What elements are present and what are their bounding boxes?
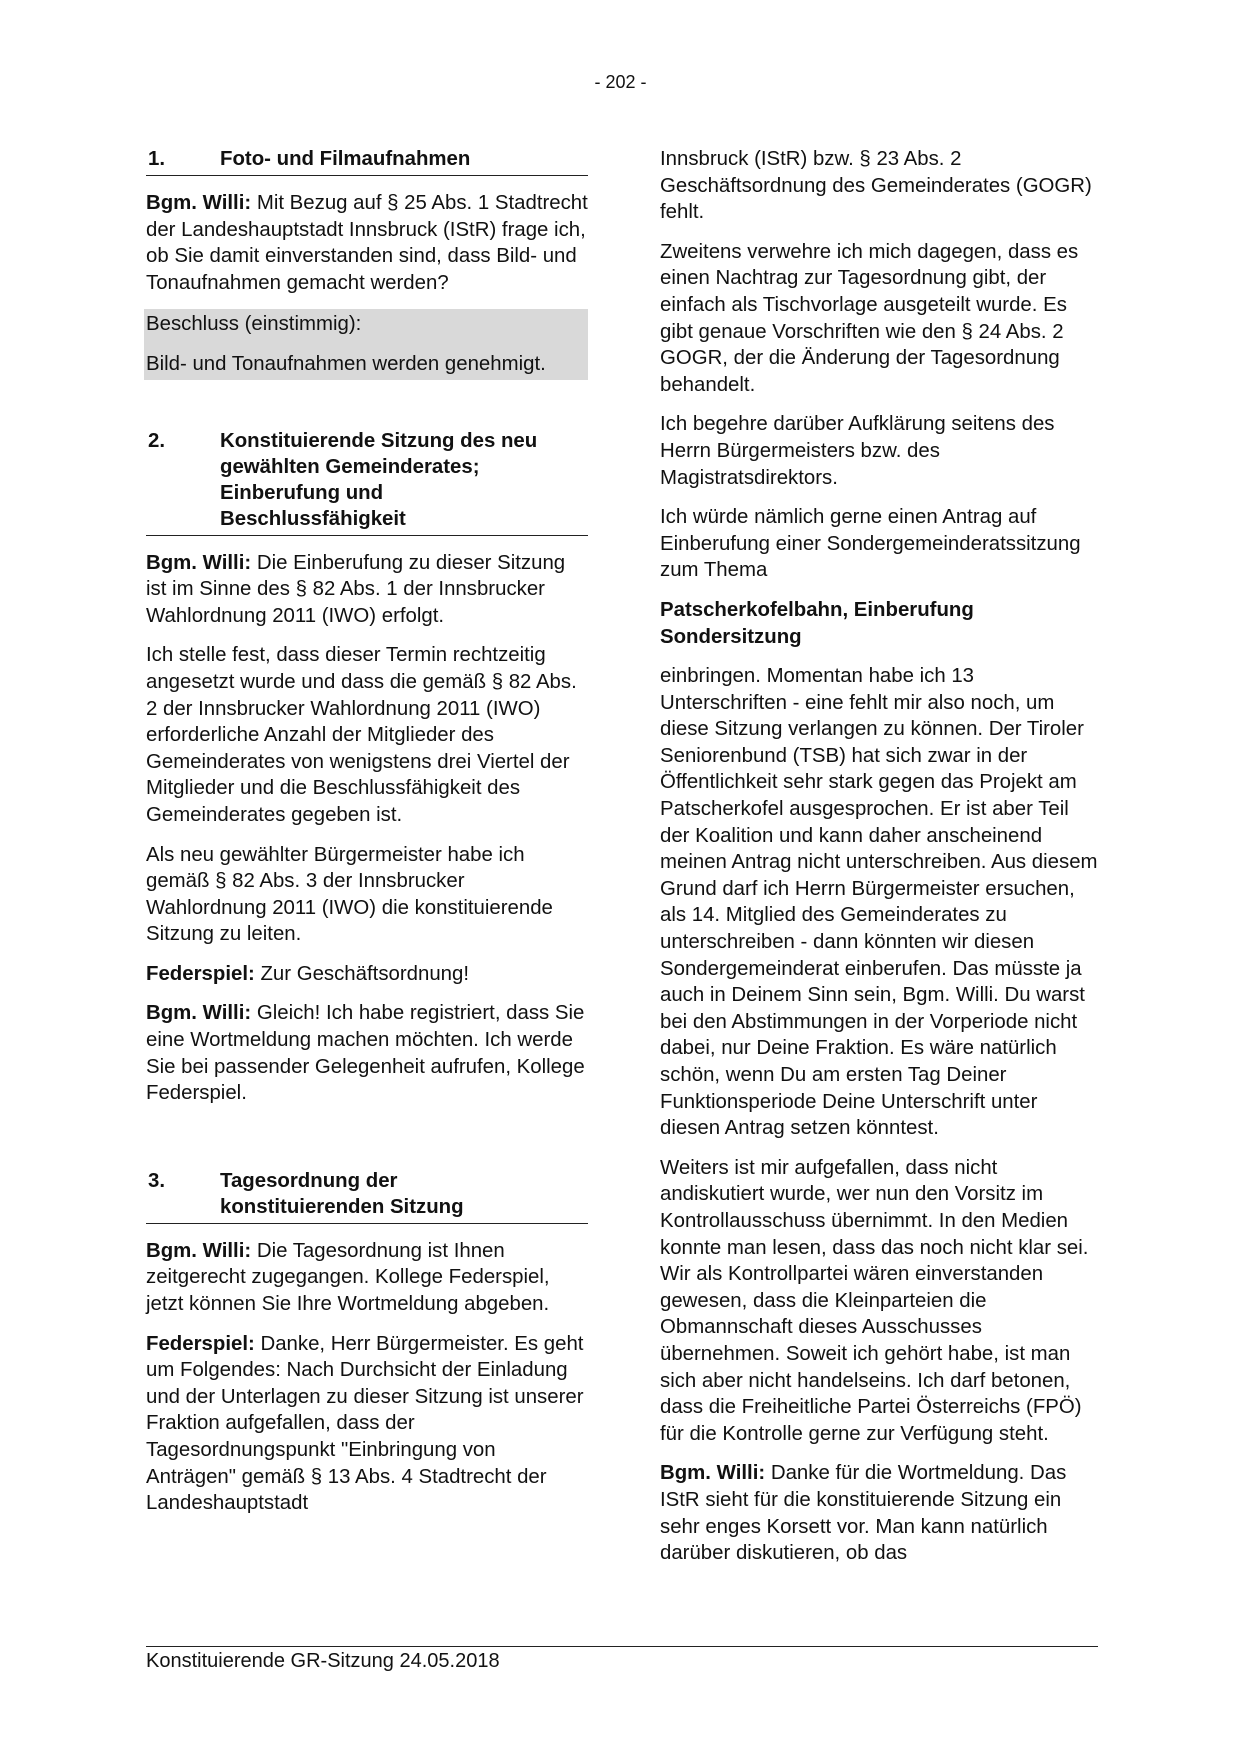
section-spacer	[146, 1120, 588, 1168]
paragraph: einbringen. Momentan habe ich 13 Unterschriften - eine fehlt mir also noch, um diese Sitzung verlangen zu können. Der Tiroler Seniorenbund (TSB) hat sich zwar in der Öffentlichkeit sehr stark gegen das Projekt am Patscherkofel ausgesprochen. Er ist aber Teil der Koalition und kann daher anscheinend meinen Antrag nicht unterschreiben. Aus diesem Grund darf ich Herrn Bürgermeister ersuchen, als 14. Mitglied des Gemeinderates zu unterschreiben - dann könnten wir diesen Sondergemeinderat einberufen. Das müsste ja auch in Deinem Sinn sein, Bgm. Willi. Du warst bei den Abstimmungen in der Vorperiode nicht dabei, nur Deine Fraktion. Es wäre natürlich schön, wenn Du am ersten Tag Deiner Funktionsperiode Deine Unterschrift unter diesen Antrag setzen könntest.	[660, 665, 1098, 1140]
resolution-label: Beschluss (einstimmig):	[146, 313, 362, 336]
paragraph: Zweitens verwehre ich mich dagegen, dass es einen Nachtrag zur Tagesordnung gibt, der einfach als Tischvorlage ausgeteilt wurde. Es gibt genaue Vorschriften wie den § 24 Abs. 2 GOGR, der die Änderung der Tagesordnung behandelt.	[660, 240, 1079, 396]
paragraph-text: Danke für die Wortmeldung. Das IStR sieht für die konstituierende Sitzung ein sehr enges Korsett vor. Man kann natürlich darüber diskutieren, ob das	[660, 1462, 1067, 1565]
paragraph-text: Mit Bezug auf § 25 Abs. 1 Stadtrecht der Landeshauptstadt Innsbruck (IStR) frage ich, ob Sie damit einverstanden sind, dass Bild- und Tonaufnahmen gemacht werden?	[146, 192, 588, 294]
paragraph	[146, 190, 588, 296]
speaker: Bgm. Willi:	[146, 551, 252, 574]
page-number: - 202 -	[594, 72, 647, 92]
paragraph	[146, 1331, 588, 1517]
paragraph-text: Die Einberufung zu dieser Sitzung ist im Sinne des § 82 Abs. 1 der Innsbrucker Wahlordnung 2011 (IWO) erfolgt.	[146, 551, 566, 627]
speaker: Bgm. Willi:	[146, 1239, 252, 1262]
section-1-number: 1.	[148, 148, 166, 170]
paragraph: Innsbruck (IStR) bzw. § 23 Abs. 2 Geschäftsordnung des Gemeinderates (GOGR) fehlt.	[660, 148, 1092, 224]
paragraph: Ich stelle fest, dass dieser Termin rechtzeitig angesetzt wurde und dass die gemäß § 82 Abs. 2 der Innsbrucker Wahlordnung 2011 (IWO) erforderliche Anzahl der Mitglieder des Gemeinderates von wenigstens drei Viertel der Mitglieder und die Beschlussfähigkeit des Gemeinderates gegeben ist.	[146, 644, 577, 826]
section-spacer	[146, 380, 588, 428]
paragraph: Weiters ist mir aufgefallen, dass nicht andiskutiert wurde, wer nun den Vorsitz im Kontrollausschuss übernimmt. In den Medien konnte man lesen, dass das noch nicht klar sei. Wir als Kontrollpartei wären einverstanden gewesen, dass die Kleinparteien die Obmannschaft dieses Ausschusses übernehmen. Soweit ich gehört habe, ist man sich aber nicht handelseins. Ich darf betonen, dass die Freiheitliche Partei Österreichs (FPÖ) für die Kontrolle gerne zur Verfügung steht.	[660, 1156, 1089, 1445]
paragraph	[146, 1238, 588, 1318]
right-column	[660, 146, 1098, 1580]
section-1-heading	[146, 146, 588, 176]
resolution-box	[144, 309, 588, 379]
speaker: Bgm. Willi:	[660, 1462, 766, 1485]
speaker: Federspiel:	[146, 962, 255, 985]
speaker: Federspiel:	[146, 1332, 255, 1355]
resolution-text: Bild- und Tonaufnahmen werden genehmigt.	[146, 352, 546, 375]
section-3-title: Tagesordnung der konstituierenden Sitzung	[220, 1169, 464, 1218]
paragraph	[146, 961, 588, 988]
speaker: Bgm. Willi:	[146, 1002, 252, 1025]
section-2-number: 2.	[148, 429, 166, 452]
section-2-title: Konstituierende Sitzung des neu gewählten Gemeinderates; Einberufung und Beschlussfähigkeit	[220, 429, 538, 530]
paragraph-text: Zur Geschäftsordnung!	[254, 962, 470, 985]
footer-divider	[146, 1646, 1098, 1647]
paragraph-text: Die Tagesordnung ist Ihnen zeitgerecht zugegangen. Kollege Federspiel, jetzt können Sie Ihre Wortmeldung abgeben.	[146, 1239, 550, 1316]
left-column	[146, 146, 588, 1530]
section-3-number: 3.	[148, 1169, 166, 1192]
footer-text: Konstituierende GR-Sitzung 24.05.2018	[146, 1650, 500, 1672]
paragraph	[660, 1460, 1098, 1566]
section-3-heading	[146, 1168, 588, 1224]
paragraph: Als neu gewählter Bürgermeister habe ich gemäß § 82 Abs. 3 der Innsbrucker Wahlordnung 2011 (IWO) die konstituierende Sitzung zu leiten.	[146, 843, 553, 946]
paragraph	[146, 550, 588, 630]
paragraph-text: Gleich! Ich habe registriert, dass Sie eine Wortmeldung machen möchten. Ich werde Sie bei passender Gelegenheit aufrufen, Kollege Federspiel.	[146, 1002, 585, 1105]
section-1-title: Foto- und Filmaufnahmen	[220, 148, 471, 170]
motion-topic: Patscherkofelbahn, Einberufung Sondersitzung	[660, 598, 974, 648]
paragraph: Ich begehre darüber Aufklärung seitens des Herrn Bürgermeisters bzw. des Magistratsdirektors.	[660, 413, 1055, 489]
paragraph: Ich würde nämlich gerne einen Antrag auf Einberufung einer Sondergemeinderatssitzung zum Thema	[660, 506, 1081, 582]
paragraph-text: Danke, Herr Bürgermeister. Es geht um Folgendes: Nach Durchsicht der Einladung und der Unterlagen zu dieser Sitzung ist unserer Fraktion aufgefallen, dass der Tagesordnungspunkt "Einbringung von Anträgen" gemäß § 13 Abs. 4 Stadtrecht der Landeshauptstadt	[146, 1332, 584, 1515]
section-2-heading	[146, 428, 588, 536]
paragraph	[146, 1000, 588, 1106]
speaker: Bgm. Willi:	[146, 192, 252, 214]
